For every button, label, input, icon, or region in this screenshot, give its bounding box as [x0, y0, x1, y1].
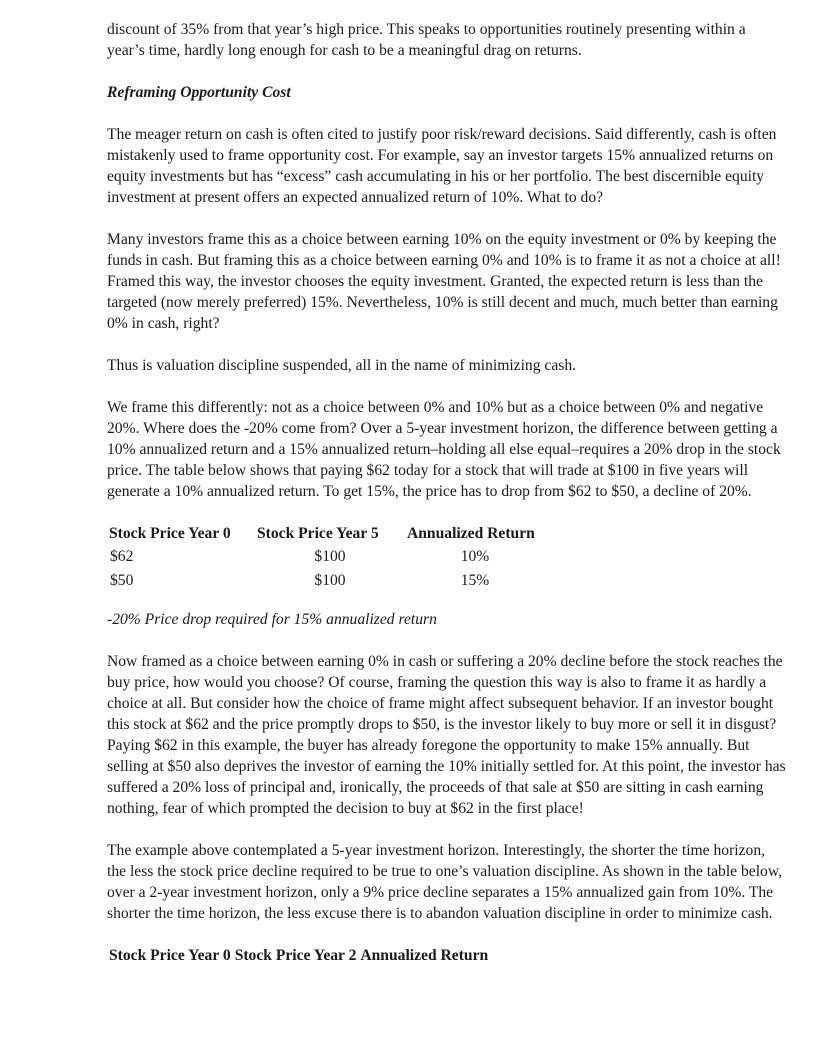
table-cell: $62: [110, 548, 134, 565]
table-caption: -20% Price drop required for 15% annualized return: [107, 611, 437, 628]
intro-paragraph: discount of 35% from that year’s high price. This speaks to opportunities routinely presenting within a year’s time, hardly long enough for cash to be a meaningful drag on returns.: [107, 21, 746, 59]
paragraph-5: Now framed as a choice between earning 0% in cash or suffering a 20% decline before the stock reaches the buy price, how would you choose? Of course, framing the question this way is also to frame it as hardly a choice at all. But consider how the choice of frame might affect subsequent behavior. If an investor bought this stock at $62 and the price promptly drops to $50, is the investor likely to buy more or sell it in disgust? Paying $62 in this example, the buyer has already foregone the opportunity to make 15% annually. But selling at $50 also deprives the investor of earning the 10% initially settled for. At this point, the investor has suffered a 20% loss of principal and, ironically, the proceeds of that sale at $50 are sitting in cash earning nothing, fear of which prompted the decision to buy at $62 in the first place!: [107, 653, 786, 817]
table-header-row: [107, 523, 545, 545]
table-cell: $100: [314, 572, 346, 589]
table-cell: 15%: [460, 572, 490, 589]
price-table-5yr: [107, 523, 545, 593]
table-header-cell: Annualized Return: [407, 525, 535, 542]
paragraph-2: Many investors frame this as a choice between earning 10% on the equity investment or 0% by keeping the funds in cash. But framing this as a choice between earning 0% and 10% is to frame it as not a choice at all! Framed this way, the investor chooses the equity investment. Granted, the expected return is less than the targeted (now merely preferred) 15%. Nevertheless, 10% is still decent and much, much better than earning 0% in cash, right?: [107, 231, 781, 332]
table-cell: 10%: [460, 548, 490, 565]
price-table-2yr: [107, 945, 490, 967]
table-header-cell: Stock Price Year 5: [257, 525, 379, 542]
section-heading: Reframing Opportunity Cost: [107, 84, 291, 101]
table-cell: $50: [110, 572, 134, 589]
table-cell: $100: [314, 548, 346, 565]
table-header-row: [107, 945, 490, 967]
paragraph-4: We frame this differently: not as a choice between 0% and 10% but as a choice between 0% and negative 20%. Where does the -20% come from? Over a 5-year investment horizon, the difference between getting a 10% annualized return and a 15% annualized return–holding all else equal–requires a 20% drop in the stock price. The table below shows that paying $62 today for a stock that will trade at $100 in five years will generate a 10% annualized return. To get 15%, the price has to drop from $62 to $50, a decline of 20%.: [107, 399, 781, 500]
paragraph-1: The meager return on cash is often cited to justify poor risk/reward decisions. Said differently, cash is often mistakenly used to frame opportunity cost. For example, say an investor targets 15% annualized returns on equity investments but has “excess” cash accumulating in his or her portfolio. The best discernible equity investment at present offers an expected annualized return of 10%. What to do?: [107, 126, 777, 206]
table-header-cell: Annualized Return: [360, 947, 489, 964]
table-row: [107, 569, 545, 593]
paragraph-3: Thus is valuation discipline suspended, all in the name of minimizing cash.: [107, 357, 577, 374]
table-row: [107, 545, 545, 569]
document-page: [107, 19, 787, 967]
table-header-cell: Stock Price Year 0: [109, 947, 231, 964]
table-header-cell: Stock Price Year 0: [109, 525, 231, 542]
paragraph-6: The example above contemplated a 5-year investment horizon. Interestingly, the shorter the time horizon, the less the stock price decline required to be true to one’s valuation discipline. As shown in the table below, over a 2-year investment horizon, only a 9% price decline separates a 15% annualized gain from 10%. The shorter the time horizon, the less excuse there is to abandon valuation discipline in order to minimize cash.: [107, 842, 782, 922]
table-header-cell: Stock Price Year 2: [234, 947, 357, 964]
